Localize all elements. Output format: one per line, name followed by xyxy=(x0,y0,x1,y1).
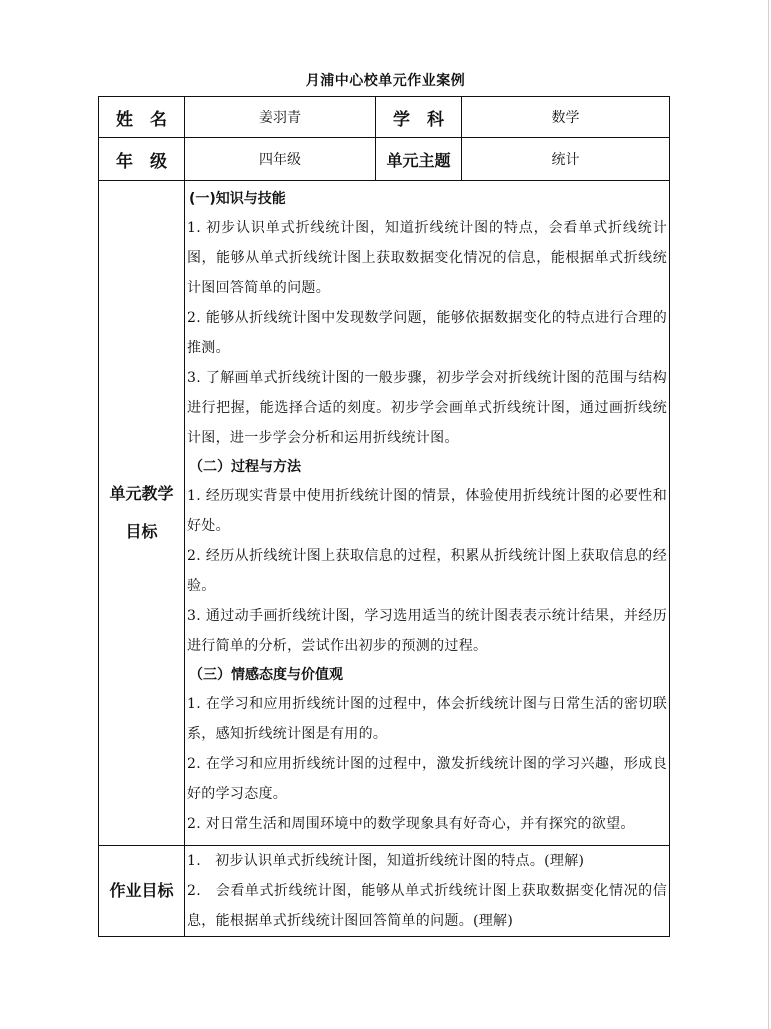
theme-value-cell xyxy=(462,138,670,181)
goal-item: 2. 能够从折线统计图中发现数学问题，能够依据数据变化的特点进行合理的推测。 xyxy=(187,310,667,356)
goal-item: 1. 在学习和应用折线统计图的过程中，体会折线统计图与日常生活的密切联系，感知折线统计图是有用的。 xyxy=(187,696,667,742)
goals-label-cell xyxy=(99,181,185,846)
goal-item: 3. 了解画单式折线统计图的一般步骤，初步学会对折线统计图的范围与结构进行把握，能选择合适的刻度。初步学会画单式折线统计图，通过画折线统计图，进一步学会分析和运用折线统计图。 xyxy=(187,370,667,446)
homework-item: 2. 会看单式折线统计图，能够从单式折线统计图上获取数据变化情况的信息，能根据单式折线统计图回答简单的问题。(理解) xyxy=(187,883,667,929)
goal-item: 2. 在学习和应用折线统计图的过程中，激发折线统计图的学习兴趣，形成良好的学习态度。 xyxy=(187,756,667,802)
name-value-cell xyxy=(185,97,376,138)
theme-label: 单元主题 xyxy=(386,150,451,170)
homework-item: 1. 初步认识单式折线统计图，知道折线统计图的特点。(理解) xyxy=(187,853,585,869)
goals-label-line2: 目标 xyxy=(125,522,158,541)
page-edge xyxy=(768,0,769,1029)
theme-label-cell xyxy=(376,138,462,181)
assignment-form-table xyxy=(98,96,670,937)
grade-value-cell xyxy=(185,138,376,181)
theme-value: 统计 xyxy=(551,152,580,168)
homework-label-cell xyxy=(99,846,185,937)
subject-label-cell xyxy=(376,97,462,138)
subject-label: 学 科 xyxy=(393,109,444,130)
goal-item: 2. 对日常生活和周围环境中的数学现象具有好奇心，并有探究的欲望。 xyxy=(187,816,635,832)
section-heading-process: （二）过程与方法 xyxy=(189,459,301,475)
goals-content-cell xyxy=(185,181,670,846)
grade-label-cell xyxy=(99,138,185,181)
goal-item: 3. 通过动手画折线统计图，学习选用适当的统计图表表示统计结果，并经历进行简单的分析，尝试作出初步的预测的过程。 xyxy=(187,608,667,654)
name-label-cell xyxy=(99,97,185,138)
goal-item: 1. 初步认识单式折线统计图，知道折线统计图的特点，会看单式折线统计图，能够从单式折线统计图上获取数据变化情况的信息，能根据单式折线统计图回答简单的问题。 xyxy=(187,220,667,296)
section-heading-attitude: （三）情感态度与价值观 xyxy=(189,667,343,683)
page-title: 月浦中心校单元作业案例 xyxy=(305,73,466,89)
grade-label: 年 级 xyxy=(116,151,167,172)
section-heading-knowledge: (一)知识与技能 xyxy=(189,191,286,207)
name-value: 姜羽青 xyxy=(259,110,301,126)
homework-label: 作业目标 xyxy=(109,881,174,900)
goal-item: 2. 经历从折线统计图上获取信息的过程，积累从折线统计图上获取信息的经验。 xyxy=(187,548,667,594)
grade-value: 四年级 xyxy=(259,152,301,168)
goals-label-line1: 单元教学 xyxy=(109,484,174,503)
subject-value: 数学 xyxy=(551,110,580,126)
homework-content-cell xyxy=(185,846,670,937)
name-label: 姓 名 xyxy=(116,109,167,130)
goal-item: 1. 经历现实背景中使用折线统计图的情景，体验使用折线统计图的必要性和好处。 xyxy=(187,488,667,534)
subject-value-cell xyxy=(462,97,670,138)
